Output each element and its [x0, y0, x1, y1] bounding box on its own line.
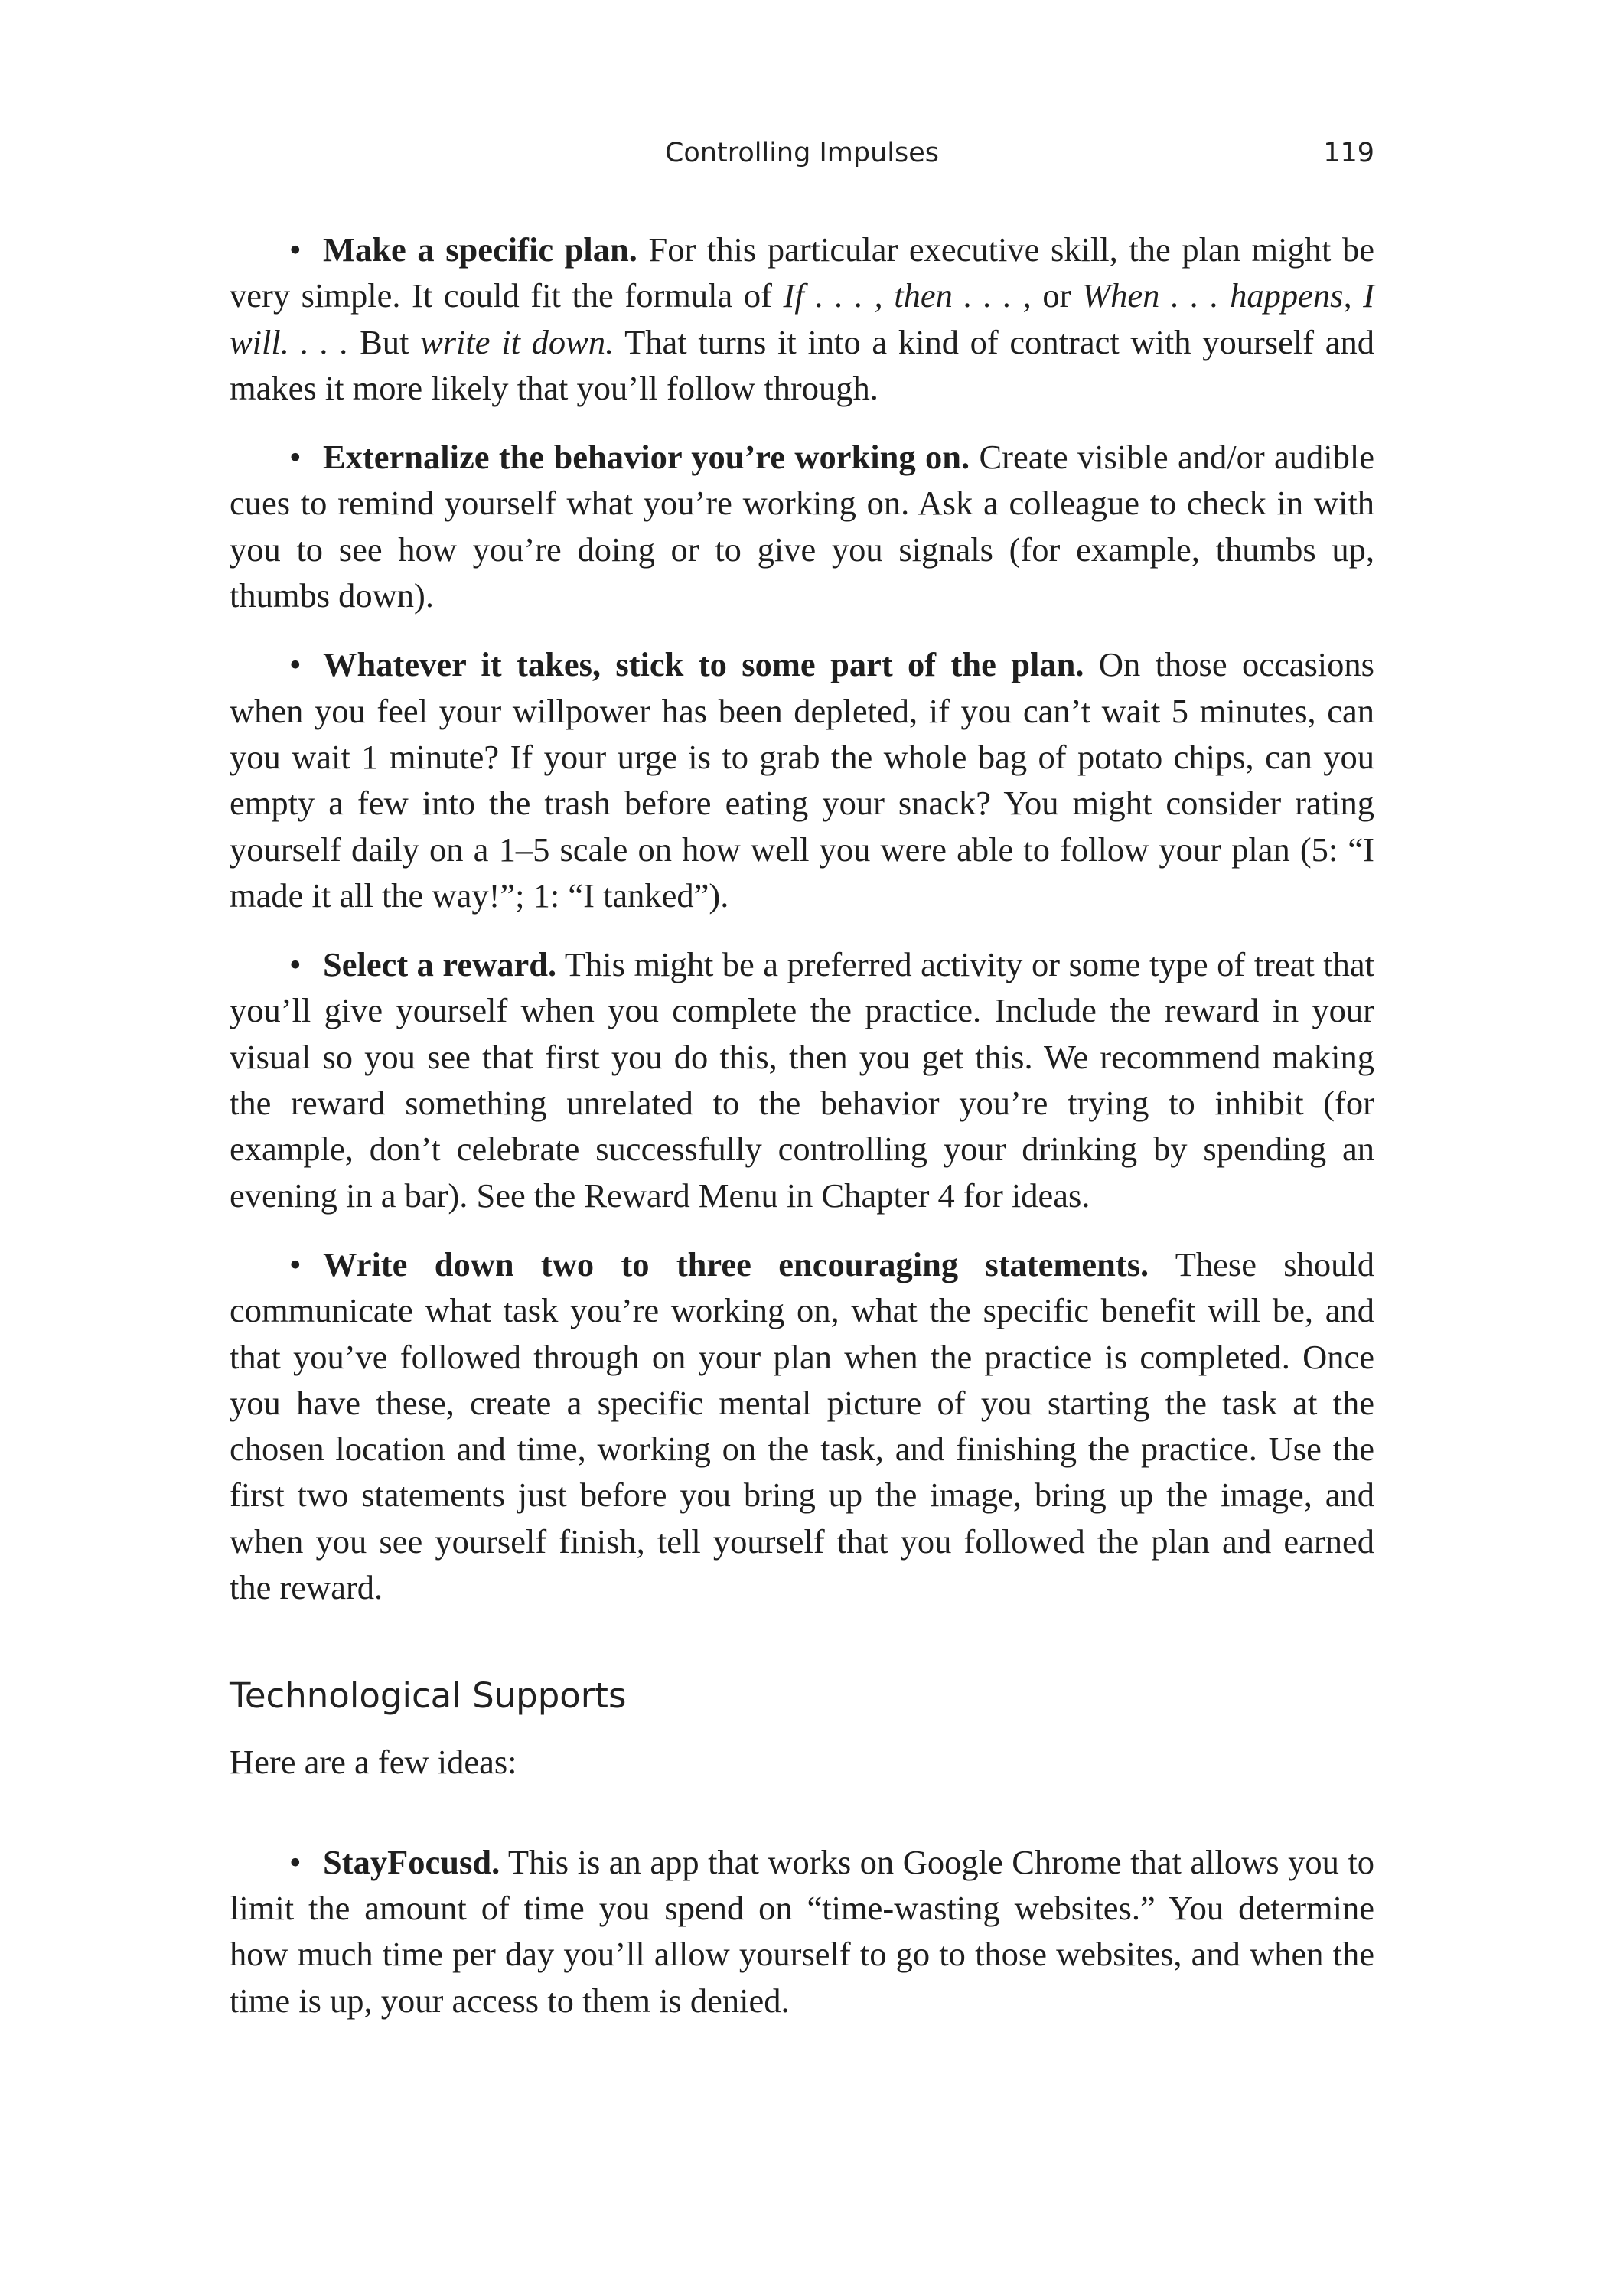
italic-emphasis: write it down.: [420, 322, 614, 361]
bullet-text: or: [1031, 276, 1083, 315]
bullet-text: But: [348, 322, 421, 361]
bullet-icon: •: [289, 1244, 302, 1283]
bullet-text: Create visible and/or audible cues to remind yourself what you’re working on. Ask a colleague to check in with you to see how you’re doing or to give you signals (for example, thumbs up, thumbs down).: [230, 438, 1374, 615]
bullet-text: That turns it into a kind of contract with yourself and makes it more likely that you’ll follow through.: [230, 322, 1374, 407]
bullet-text: This might be a preferred activity or some type of treat that you’ll give yourself when you complete the practice. Include the reward in your visual so you see that first you do this, then you get this. We recommend making the reward something unrelated to the behavior you’re trying to inhibit (for example, don’t celebrate successfully controlling your drinking by spending an evening in a bar). See the Reward Menu in Chapter 4 for ideas.: [230, 945, 1374, 1215]
bullet-text: This is an app that works on Google Chrome that allows you to limit the amount of time you spend on “time-wasting websites.” You determine how much time per day you’ll allow yourself to go to those websites, and when the time is up, your access to them is denied.: [230, 1842, 1374, 2020]
page-number: 119: [1323, 138, 1374, 168]
bullet-icon: •: [289, 438, 302, 477]
section-intro: Here are a few ideas:: [230, 1743, 517, 1782]
bullet-lead: Write down two to three encouraging statements.: [323, 1244, 1149, 1283]
bullet-paragraph-encouraging-statements: [230, 1241, 1374, 1610]
running-header: [230, 132, 1374, 174]
bullet-paragraph-externalize: [230, 434, 1374, 618]
italic-formula: When . . . happens, I will. . . .: [230, 276, 1374, 361]
bullet-lead: Externalize the behavior you’re working on.: [323, 438, 970, 477]
bullet-text: For this particular executive skill, the plan might be very simple. It could fit the formula of: [230, 230, 1374, 315]
body-text: [230, 227, 1374, 2047]
bullet-text: These should communicate what task you’re working on, what the specific benefit will be, and that you’ve followed through on your plan when the practice is completed. Once you have these, create a specific mental picture of you starting the task at the chosen location and time, working on the task, and finishing the practice. Use the first two statements just before you bring up the image, bring up the image, and when you see yourself finish, tell yourself that you followed the plan and earned the reward.: [230, 1244, 1374, 1607]
bullet-lead: Select a reward.: [323, 945, 557, 984]
section-heading: Technological Supports: [230, 1675, 627, 1717]
bullet-lead: Make a specific plan.: [323, 230, 637, 269]
bullet-paragraph-stayfocusd: [230, 1839, 1374, 2024]
bullet-paragraph-make-plan: [230, 227, 1374, 411]
bullet-lead: Whatever it takes, stick to some part of the plan.: [323, 645, 1084, 684]
bullet-icon: •: [289, 945, 302, 984]
bullet-paragraph-select-reward: [230, 941, 1374, 1218]
bullet-paragraph-stick-to-plan: [230, 641, 1374, 918]
bullet-icon: •: [289, 645, 302, 684]
bullet-text: On those occasions when you feel your willpower has been depleted, if you can’t wait 5 minutes, can you wait 1 minute? If your urge is to grab the whole bag of potato chips, can you empty a few into the trash before eating your snack? You might consider rating yourself daily on a 1–5 scale on how well you were able to follow your plan (5: “I made it all the way!”; 1: “I tanked”).: [230, 645, 1374, 915]
bullet-icon: •: [289, 230, 302, 269]
bullet-lead: StayFocusd.: [323, 1842, 500, 1881]
bullet-icon: •: [289, 1842, 302, 1881]
italic-formula: If . . . , then . . . ,: [783, 276, 1032, 315]
running-title: Controlling Impulses: [664, 138, 940, 168]
